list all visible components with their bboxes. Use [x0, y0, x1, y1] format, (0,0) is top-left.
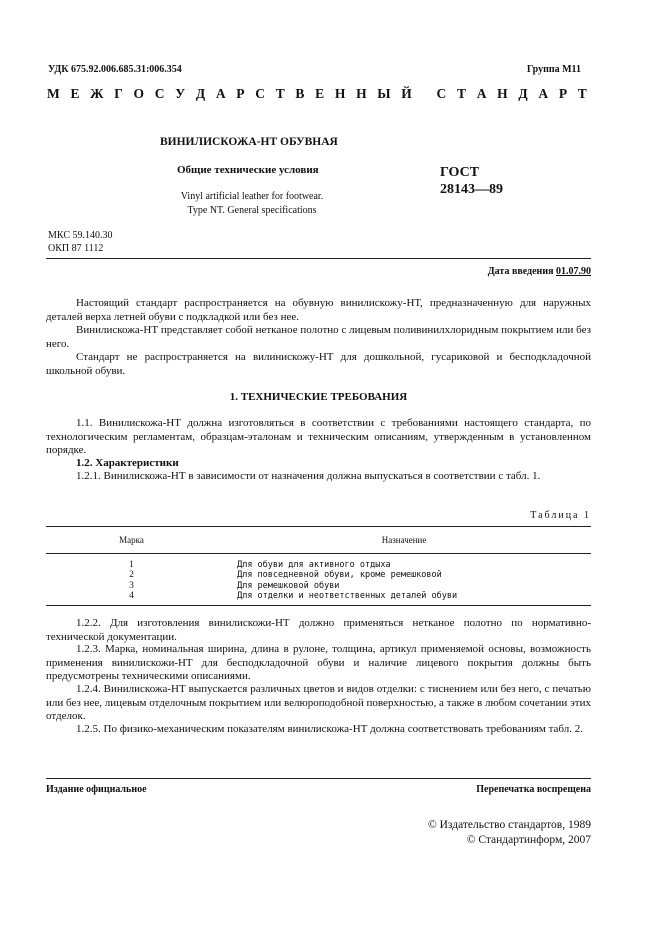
- intro-text-2: Винилискожа-НТ представляет собой нетканое полотно с лицевым поливинилхлоридным покрытием или без него.: [46, 324, 591, 350]
- intro-paragraph-1: [46, 297, 591, 324]
- divider: [46, 258, 591, 259]
- heading-letter: Н: [334, 86, 346, 101]
- intro-paragraph-2: [46, 324, 591, 351]
- paragraph-1-2-text: 1.2. Характеристики: [76, 457, 179, 469]
- heading-letter: В: [295, 86, 305, 101]
- english-title: [172, 190, 332, 218]
- paragraph-1-2-3-text: 1.2.3. Марка, номинальная ширина, длина в рулоне, толщина, артикул применяемой основы, возможность применения винилискожи-НТ для бесподкладочной обуви и наличие лицевого покрытия должны быть предусмотрены техническими описаниями.: [46, 643, 591, 682]
- intro-text-1: Настоящий стандарт распространяется на обувную винилискожу-НТ, предназначенную для наружных деталей верха летней обуви с подкладкой или без нее.: [46, 297, 591, 323]
- heading-letter: Й: [401, 86, 412, 101]
- table-1: [46, 526, 591, 606]
- heading-letter: Е: [315, 86, 325, 101]
- heading-letter: Р: [558, 86, 568, 101]
- interstate-standard-heading: [47, 86, 587, 102]
- paragraph-1-2-heading: [46, 457, 591, 471]
- paragraph-1-2-4-text: 1.2.4. Винилискожа-НТ выпускается различных цветов и видов отделки: с тиснением или без него, с печатью или без нее, лицевым отделочным покрытием или велюроподобной поверхностью, а также в любом сочетании этих отделок.: [46, 683, 591, 722]
- heading-letter: А: [215, 86, 226, 101]
- english-title-line1: Vinyl artificial leather for footwear.: [180, 191, 324, 202]
- heading-letter: Е: [70, 86, 80, 101]
- heading-letter: Т: [457, 86, 467, 101]
- heading-letter: Д: [195, 86, 206, 101]
- table-row: [46, 560, 591, 571]
- table-row: [46, 591, 591, 605]
- cell-purpose: Для обуви для активного отдыха: [237, 559, 391, 570]
- intro-text-3: Стандарт не распространяется на вилинискожу-НТ для дошкольной, гусариковой и бесподкладочной школьной обуви.: [46, 351, 591, 377]
- document-subtitle: Общие технические условия: [177, 164, 319, 176]
- copyright-line-1: © Издательство стандартов, 1989: [427, 819, 591, 831]
- table-row: [46, 581, 591, 592]
- column-header-purpose: Назначение: [217, 527, 591, 554]
- edition-note: Издание официальное: [46, 784, 147, 795]
- cell-purpose: Для повседневной обуви, кроме ремешковой: [237, 570, 442, 580]
- table-row: [46, 570, 591, 581]
- group-code: Группа М11: [526, 64, 581, 75]
- intro-paragraph-3: [46, 351, 591, 378]
- english-title-line2: Type NT. General specifications: [187, 205, 317, 216]
- paragraph-1-1: [46, 417, 591, 458]
- section-1-title: 1. ТЕХНИЧЕСКИЕ ТРЕБОВАНИЯ: [229, 391, 408, 403]
- heading-letter: С: [255, 86, 265, 101]
- paragraph-1-2-4: [46, 683, 591, 724]
- paragraph-1-2-2-text: 1.2.2. Для изготовления винилискожи-НТ должно применяться нетканое полотно по нормативно-технической документации.: [46, 617, 591, 643]
- paragraph-1-2-3: [46, 643, 591, 684]
- date-label: Дата введения: [487, 266, 554, 277]
- copyright-block: [428, 818, 591, 848]
- gost-designation: [440, 164, 503, 198]
- heading-letter: С: [436, 86, 447, 101]
- heading-letter: М: [47, 86, 60, 101]
- table-1-caption: Таблица 1: [530, 510, 591, 521]
- heading-letter: С: [154, 86, 165, 101]
- heading-gap: [422, 86, 425, 102]
- heading-letter: Д: [518, 86, 528, 101]
- date-value: 01.07.90: [556, 266, 591, 277]
- paragraph-1-2-5: [46, 723, 591, 737]
- heading-letter: Н: [356, 86, 367, 101]
- heading-letter: Ж: [90, 86, 104, 101]
- heading-letter: Р: [236, 86, 245, 101]
- cell-mark: 3: [129, 580, 134, 591]
- paragraph-1-1-text: 1.1. Винилискожа-НТ должна изготовляться в соответствии с требованиями настоящего стандарта, по технологическим регламентам, образцам-эталонам и техническим описаниям, утвержденным в установленном порядке.: [46, 417, 591, 456]
- paragraph-1-2-5-text: 1.2.5. По физико-механическим показателям винилискожа-НТ должна соответствовать требованиям табл. 2.: [76, 723, 583, 735]
- cell-mark: 2: [129, 570, 134, 580]
- udk-code: УДК 675.92.006.685.31:006.354: [48, 64, 182, 75]
- gost-number: 28143—89: [440, 182, 503, 197]
- classification-codes: [48, 229, 112, 255]
- cell-mark: 4: [129, 591, 134, 601]
- cell-purpose: Для отделки и неответственных деталей обуви: [237, 591, 458, 601]
- heading-letter: Т: [275, 86, 285, 101]
- heading-letter: А: [538, 86, 549, 101]
- introduction-date: [488, 266, 591, 277]
- table-header-row: [46, 527, 591, 554]
- heading-letter: Г: [114, 86, 123, 101]
- heading-letter: Н: [497, 86, 508, 101]
- cell-purpose: Для ремешковой обуви: [237, 580, 340, 591]
- paragraph-1-2-1: [46, 470, 591, 484]
- copyright-line-2: © Стандартинформ, 2007: [466, 834, 591, 846]
- heading-letter: Ы: [377, 86, 391, 101]
- heading-letter: Т: [577, 86, 587, 101]
- reprint-note: Перепечатка воспрещена: [476, 784, 591, 795]
- heading-letter: О: [133, 86, 145, 101]
- document-title: ВИНИЛИСКОЖА-НТ ОБУВНАЯ: [160, 136, 338, 148]
- paragraph-1-2-2: [46, 617, 591, 644]
- paragraph-1-2-1-text: 1.2.1. Винилискожа-НТ в зависимости от назначения должна выпускаться в соответствии с табл. 1.: [76, 470, 541, 482]
- column-header-mark: Марка: [46, 527, 217, 554]
- mks-code: МКС 59.140.30: [48, 230, 113, 241]
- okp-code: ОКП 87 1112: [48, 243, 104, 254]
- gost-label: ГОСТ: [440, 165, 480, 180]
- heading-letter: А: [476, 86, 487, 101]
- cell-mark: 1: [129, 559, 134, 570]
- footer-divider: [46, 778, 591, 779]
- heading-letter: У: [175, 86, 186, 101]
